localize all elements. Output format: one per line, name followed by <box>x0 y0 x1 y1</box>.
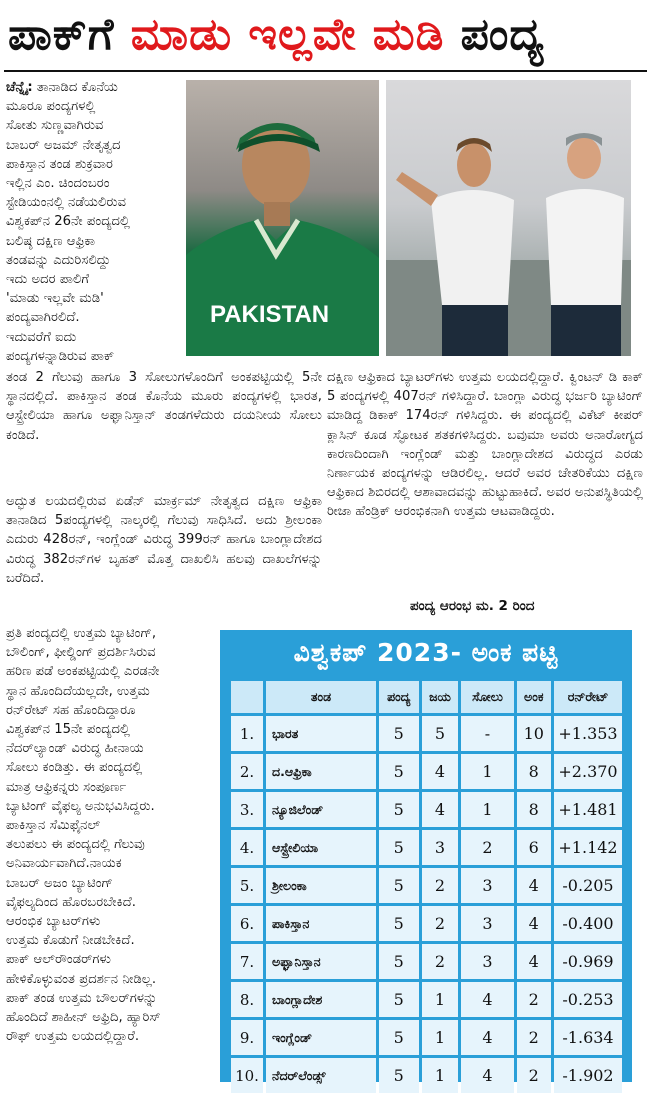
article-line: ವಿಶ್ವಕಪ್‌ನ 26ನೇ ಪಂದ್ಯದಲ್ಲಿ <box>6 214 131 230</box>
table-row <box>231 906 622 941</box>
cell-nrr: +1.142 <box>554 830 622 865</box>
header-won: ಜಯ <box>422 681 459 713</box>
article-line: ಮೂರೂ ಪಂದ್ಯಗಳಲ್ಲಿ <box>6 99 96 115</box>
article-paragraph: ತಂಡ 2 ಗೆಲುವು ಹಾಗೂ 3 ಸೋಲುಗಳೊಂದಿಗೆ ಅಂಕಪಟ್ಟಿಯಲ್ಲಿ 5ನೇ ಸ್ಥಾನದಲ್ಲಿದೆ. ಪಾಕಿಸ್ತಾನ ತಂಡ ಕೊನೆಯ ಮೂರು ಪಂದ್ಯಗಳಲ್ಲಿ ಭಾರತ, ಆಸ್ಟ್ರೇಲಿಯಾ ಹಾಗೂ ಅಫ್ಘಾನಿಸ್ತಾನ್ ತಂಡಗಳೆದುರು ದಯನೀಯ ಸೋಲು ಕಂಡಿದೆ. <box>6 370 322 443</box>
cell-team: ಬಾಂಗ್ಲಾದೇಶ <box>266 982 376 1017</box>
article-line: ಪಾಕಿಸ್ತಾನ ಸೆಮಿಫೈನಲ್ <box>6 818 101 834</box>
cell-team: ಪಾಕಿಸ್ತಾನ <box>266 906 376 941</box>
article-line: ಬಲಿಷ್ಠ ದಕ್ಷಿಣ ಆಫ್ರಿಕಾ <box>6 233 96 249</box>
article-paragraph: ಅದ್ಭುತ ಲಯದಲ್ಲಿರುವ ಏಡೆನ್ ಮಾರ್ಕ್ರಮ್ ನೇತೃತ್ವದ ದಕ್ಷಿಣ ಆಫ್ರಿಕಾ ತಾನಾಡಿದ 5ಪಂದ್ಯಗಳಲ್ಲಿ ನಾಲ್ಕರಲ್ಲಿ ಗೆಲುವು ಸಾಧಿಸಿದೆ. ಅದು ಶ್ರೀಲಂಕಾ ಎದುರು 428ರನ್, ಇಂಗ್ಲೆಂಡ್ ವಿರುದ್ಧ 399ರನ್ ಹಾಗೂ ಬಾಂಗ್ಲಾದೇಶದ ವಿರುದ್ಧ 382ರನ್‌ಗಳ ಬೃಹತ್ ಮೊತ್ತ ದಾಖಲಿಸಿ ಹಲವು ದಾಖಲೆಗಳನ್ನು ಬರೆದಿದೆ. <box>6 494 322 586</box>
points-table <box>220 630 632 1085</box>
cell-team: ಇಂಗ್ಲೆಂಡ್ <box>266 1020 376 1055</box>
article-line: ಪಂದ್ಯಗಳನ್ನಾಡಿರುವ ಪಾಕ್ <box>6 348 115 364</box>
cell-points: 8 <box>517 792 551 827</box>
cell-lost: 4 <box>461 982 513 1017</box>
header-points: ಅಂಕ <box>517 681 551 713</box>
cell-won: 2 <box>422 868 459 903</box>
article-col2 <box>327 368 643 598</box>
cell-nrr: -0.253 <box>554 982 622 1017</box>
standings-table <box>228 678 625 1096</box>
article-line: ತಲುಪಲು ಈ ಪಂದ್ಯದಲ್ಲಿ ಗೆಲುವು <box>6 837 145 853</box>
cell-won: 4 <box>422 792 459 827</box>
article-line: ಪಾಕಿಸ್ತಾನ ತಂಡ ಶುಕ್ರವಾರ <box>6 156 114 172</box>
cell-points: 2 <box>517 1020 551 1055</box>
headline-part1: ಪಾಕ್‌ಗೆ <box>8 9 115 60</box>
cell-lost: 1 <box>461 754 513 789</box>
cell-rank: 4. <box>231 830 263 865</box>
cell-won: 4 <box>422 754 459 789</box>
header-rank <box>231 681 263 713</box>
cell-played: 5 <box>379 982 419 1017</box>
article-line: 'ಮಾಡು ಇಲ್ಲವೇ ಮಡಿ' <box>6 291 104 307</box>
cell-played: 5 <box>379 792 419 827</box>
article-line: ಪಂದ್ಯವಾಗಿರಲಿದೆ. <box>6 310 80 326</box>
cell-team: ಆಸ್ಟ್ರೇಲಿಯಾ <box>266 830 376 865</box>
article-line: ತಾನಾಡಿದ ಕೊನೆಯ <box>36 80 118 95</box>
article-line: ಪ್ರತಿ ಪಂದ್ಯದಲ್ಲಿ ಉತ್ತಮ ಬ್ಯಾಟಿಂಗ್, <box>6 626 157 641</box>
article-line: ವೈಫಲ್ಯದಿಂದ ಹೊರಬರಬೇಕಿದೆ. <box>6 894 136 910</box>
photo-pakistan-captain <box>186 80 379 356</box>
cell-lost: 3 <box>461 906 513 941</box>
article-col1-top <box>6 78 182 368</box>
cell-played: 5 <box>379 906 419 941</box>
cell-won: 1 <box>422 1058 459 1093</box>
article-line: ಆರಂಭಿಕ ಬ್ಯಾಟರ್‌ಗಳು <box>6 914 101 930</box>
article-col1-para2 <box>6 492 322 612</box>
cell-points: 2 <box>517 1058 551 1093</box>
cell-team: ದ.ಆಫ್ರಿಕಾ <box>266 754 376 789</box>
cell-rank: 6. <box>231 906 263 941</box>
article-line: ಸ್ಥಾನ ಹೊಂದಿದೆಯಲ್ಲದೇ, ಉತ್ತಮ <box>6 683 150 699</box>
cell-played: 5 <box>379 944 419 979</box>
article-line: ಇದುವರೆಗೆ ಐದು <box>6 329 77 345</box>
article-line: ಇಲ್ಲಿನ ಎಂ. ಚಿಂದಂಬರಂ <box>6 176 110 192</box>
cell-lost: 3 <box>461 944 513 979</box>
cell-nrr: -0.969 <box>554 944 622 979</box>
article-line: ಹೊಂದಿದೆ ಶಾಹೀನ್ ಅಫ್ರಿದಿ, ಹ್ಯಾರಿಸ್ <box>6 1010 161 1026</box>
article-line: ಬಾಬರ್ ಅಜಂ ಬ್ಯಾಟಿಂಗ್ <box>6 875 113 891</box>
article-line: ಹರಿಣ ಪಡೆ ಅಂಕಪಟ್ಟಿಯಲ್ಲಿ ಎರಡನೇ <box>6 664 160 680</box>
cell-nrr: -0.400 <box>554 906 622 941</box>
cell-points: 10 <box>517 716 551 751</box>
cell-nrr: +2.370 <box>554 754 622 789</box>
cell-rank: 9. <box>231 1020 263 1055</box>
dateline: ಚೆನ್ನೈ: <box>6 80 33 95</box>
cell-won: 1 <box>422 982 459 1017</box>
table-row <box>231 716 622 751</box>
article-line: ಪಾಕ್ ಆಲ್‌ರೌಂಡರ್‌ಗಳು <box>6 952 111 968</box>
cell-nrr: +1.481 <box>554 792 622 827</box>
points-table-grid <box>228 678 625 1085</box>
article-line: ರೌಫ್ ಉತ್ತಮ ಲಯದಲ್ಲಿದ್ದಾರೆ. <box>6 1029 140 1045</box>
cell-won: 5 <box>422 716 459 751</box>
cell-lost: 3 <box>461 868 513 903</box>
cell-team: ನೆದರ್‌ಲೆಂಡ್ಸ್ <box>266 1058 376 1093</box>
headline-part2: ಮಾಡು ಇಲ್ಲವೇ ಮಡಿ <box>130 9 445 60</box>
article-line: ಪಾಕ್ ತಂಡ ಉತ್ತಮ ಬೌಲರ್‌ಗಳನ್ನು <box>6 990 158 1006</box>
table-row <box>231 944 622 979</box>
article-line: ಉತ್ತಮ ಕೊಡುಗೆ ನೀಡಬೇಕಿದೆ. <box>6 933 135 949</box>
headline-rule <box>4 70 647 72</box>
cell-nrr: +1.353 <box>554 716 622 751</box>
cell-nrr: -1.634 <box>554 1020 622 1055</box>
match-time: ಪಂದ್ಯ ಆರಂಭ ಮ. 2 ರಿಂದ <box>410 598 535 614</box>
cell-lost: 4 <box>461 1020 513 1055</box>
sa-players-photo-illustration <box>386 80 631 356</box>
cell-points: 2 <box>517 982 551 1017</box>
cell-points: 4 <box>517 868 551 903</box>
header-played: ಪಂದ್ಯ <box>379 681 419 713</box>
table-row <box>231 982 622 1017</box>
cell-lost: 4 <box>461 1058 513 1093</box>
article-line: ನೆದರ್‌ಲ್ಯಾಂಡ್ ವಿರುದ್ಧ ಹೀನಾಯ <box>6 741 144 757</box>
article-line: ಸೋತು ಸುಣ್ಣವಾಗಿರುವ <box>6 118 104 134</box>
cell-played: 5 <box>379 1058 419 1093</box>
article-line: ಇದು ಅದರ ಪಾಲಿಗೆ <box>6 272 90 288</box>
table-row <box>231 754 622 789</box>
article-line: ಅನಿವಾರ್ಯವಾಗಿದೆ.ನಾಯಕ <box>6 856 122 872</box>
cell-points: 4 <box>517 906 551 941</box>
photo-south-africa-players <box>386 80 631 356</box>
jersey-text: PAKISTAN <box>210 301 330 328</box>
cell-points: 6 <box>517 830 551 865</box>
cell-rank: 7. <box>231 944 263 979</box>
table-row <box>231 792 622 827</box>
cell-lost: - <box>461 716 513 751</box>
cell-team: ಭಾರತ <box>266 716 376 751</box>
cell-played: 5 <box>379 1020 419 1055</box>
cell-rank: 3. <box>231 792 263 827</box>
cell-played: 5 <box>379 868 419 903</box>
cell-team: ಶ್ರೀಲಂಕಾ <box>266 868 376 903</box>
cell-won: 2 <box>422 906 459 941</box>
article-line: ಬೌಲಿಂಗ್, ಫೀಲ್ಡಿಂಗ್ ಪ್ರದರ್ಶಿಸಿರುವ <box>6 645 156 661</box>
cell-rank: 5. <box>231 868 263 903</box>
article-col1-bottom <box>6 624 214 1082</box>
article-line: ಮಾತ್ರ ಆಫ್ರಿಕನ್ನರು ಸಂಪೂರ್ಣ <box>6 779 127 795</box>
article-line: ಹೇಳಿಕೊಳ್ಳುವಂತ ಪ್ರದರ್ಶನ ನೀಡಿಲ್ಲ. <box>6 971 157 987</box>
cell-lost: 1 <box>461 792 513 827</box>
article-line: ಬಾಬರ್ ಅಜಮ್ ನೇತೃತ್ವದ <box>6 137 121 153</box>
cell-played: 5 <box>379 716 419 751</box>
table-header-row <box>231 681 622 713</box>
article-line: ಸೋಲು ಕಂಡಿತ್ತು. ಈ ಪಂದ್ಯದಲ್ಲಿ <box>6 760 143 776</box>
cell-nrr: -0.205 <box>554 868 622 903</box>
table-row <box>231 830 622 865</box>
cell-rank: 2. <box>231 754 263 789</box>
cell-won: 3 <box>422 830 459 865</box>
cell-rank: 8. <box>231 982 263 1017</box>
points-table-title: ವಿಶ್ವಕಪ್ 2023- ಅಂಕ ಪಟ್ಟಿ <box>293 638 559 667</box>
cell-team: ನ್ಯೂಜಿಲೆಂಡ್ <box>266 792 376 827</box>
table-row <box>231 1020 622 1055</box>
headline-part3: ಪಂದ್ಯ <box>460 9 545 60</box>
babar-photo-illustration <box>186 80 379 356</box>
cell-rank: 1. <box>231 716 263 751</box>
cell-points: 8 <box>517 754 551 789</box>
headline <box>8 4 644 66</box>
cell-points: 4 <box>517 944 551 979</box>
article-line: ವಿಶ್ವಕಪ್‌ನ 15ನೇ ಪಂದ್ಯದಲ್ಲಿ <box>6 722 131 738</box>
header-lost: ಸೋಲು <box>461 681 513 713</box>
header-team: ತಂಡ <box>266 681 376 713</box>
table-row <box>231 1058 622 1093</box>
article-line: ಸ್ಟೇಡಿಯಂನಲ್ಲಿ ನಡೆಯಲಿರುವ <box>6 195 127 211</box>
table-row <box>231 868 622 903</box>
cell-lost: 2 <box>461 830 513 865</box>
article-line: ರನ್‌ರೇಟ್ ಸಹ ಹೊಂದಿದ್ದಾರೂ <box>6 702 136 718</box>
cell-nrr: -1.902 <box>554 1058 622 1093</box>
header-nrr: ರನ್‌ರೇಟ್ <box>554 681 622 713</box>
cell-played: 5 <box>379 830 419 865</box>
cell-won: 1 <box>422 1020 459 1055</box>
article-line: ಬ್ಯಾಟಿಂಗ್ ವೈಫಲ್ಯ ಅನುಭವಿಸಿದ್ದರು. <box>6 798 155 814</box>
cell-won: 2 <box>422 944 459 979</box>
article-paragraph: ದಕ್ಷಿಣ ಆಫ್ರಿಕಾದ ಬ್ಯಾಟರ್‌ಗಳು ಉತ್ತಮ ಲಯದಲ್ಲಿದ್ದಾರೆ. ಕ್ವಿಂಟನ್ ಡಿ ಕಾಕ್ 5 ಪಂದ್ಯಗಳಲ್ಲಿ 407ರನ್ ಗಳಿಸಿದ್ದಾರೆ. ಬಾಂಗ್ಲಾ ವಿರುದ್ಧ ಭರ್ಜರಿ ಬ್ಯಾಟಿಂಗ್ ಮಾಡಿದ್ದ ಡಿಕಾಕ್ 174ರನ್ ಗಳಿಸಿದ್ದರು. ಈ ಪಂದ್ಯದಲ್ಲಿ ವಿಕೆಟ್ ಕೀಪರ್ ಕ್ಲಾಸಿನ್ ಕೂಡ ಸ್ಫೋಟಕ ಶತಕಗಳಿಸಿದ್ದರು. ಬವುಮಾ ಅವರು ಅನಾರೋಗ್ಯದ ಕಾರಣದಿಂದಾಗಿ ಇಂಗ್ಲೆಂಡ್ ಮತ್ತು ಬಾಂಗ್ಲಾದೇಶದ ವಿರುದ್ಧದ ಎರಡು ನಿರ್ಣಾಯಕ ಪಂದ್ಯಗಳನ್ನು ಆಡಿರಲಿಲ್ಲ. ಆದರೆ ಅವರ ಚೇತರಿಕೆಯು ದಕ್ಷಿಣ ಆಫ್ರಿಕಾದ ಶಿಬಿರದಲ್ಲಿ ಆಶಾವಾದವನ್ನು ಹುಟ್ಟುಹಾಕಿದೆ. ಅವರ ಅನುಪಸ್ಥಿತಿಯಲ್ಲಿ ರೀಜಾ ಹೆಂಡ್ರಿಕ್ ಆರಂಭಿಕನಾಗಿ ಉತ್ತಮ ಆಟವಾಡಿದ್ದರು. <box>327 370 643 520</box>
cell-team: ಅಫ್ಘಾನಿಸ್ತಾನ <box>266 944 376 979</box>
article-line: ತಂಡವನ್ನು ಎದುರಿಸಲಿದ್ದು <box>6 252 111 268</box>
cell-rank: 10. <box>231 1058 263 1093</box>
cell-played: 5 <box>379 754 419 789</box>
